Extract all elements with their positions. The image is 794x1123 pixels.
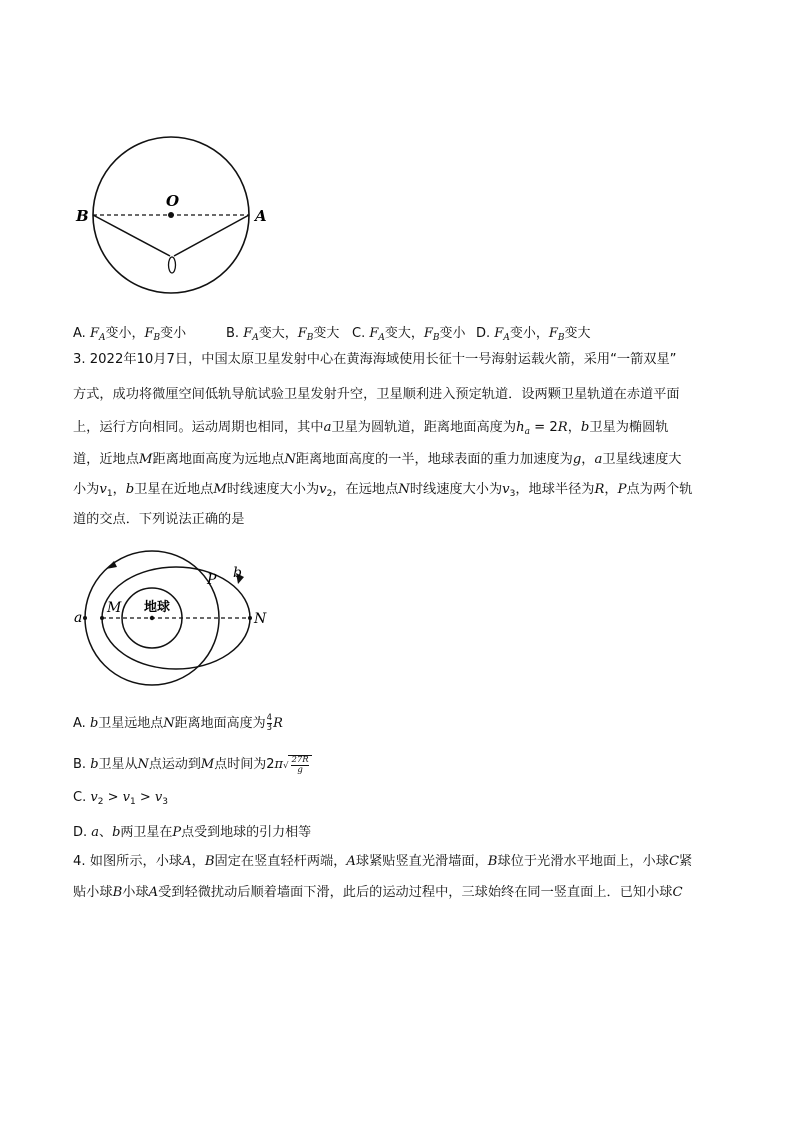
q2-option-a[interactable]: A. $F_A$变小，$F_B$变小 <box>73 326 187 343</box>
point-M <box>100 616 104 620</box>
q3-line-3: 上，运行方向相同。运动周期也相同，其中a卫星为圆轨道，距离地面高度为$h_a = 2R$，b卫星为椭圆轨 <box>73 420 669 437</box>
q4-line-2: 贴小球B小球A受到轻微扰动后顺着墙面下滑，此后的运动过程中，三球始终在同一竖直面上．已知小球C <box>73 885 683 900</box>
fraction-4-3: $\frac{4}{3}$ <box>266 713 273 733</box>
q3-line-5: 小为$v_1$，b卫星在近地点M时线速度大小为$v_2$，在远地点N时线速度大小为$v_3$，地球半径为R，P点为两个轨 <box>73 482 693 499</box>
q2-option-b[interactable]: B. $F_A$变大，$F_B$变大 <box>226 326 340 343</box>
q3-option-d[interactable]: D. a、b两卫星在P点受到地球的引力相等 <box>73 825 312 840</box>
label-earth: 地球 <box>144 600 171 615</box>
label-A: A <box>255 207 267 225</box>
q3-option-a[interactable]: A. b卫星远地点N距离地面高度为 $\frac{4}{3}$ R <box>73 713 283 733</box>
sqrt-expression: √ $\frac{27R}{g}$ <box>283 755 312 775</box>
label-N: N <box>254 611 267 627</box>
q3-line-1: 3. 2022年10月7日，中国太原卫星发射中心在黄海海域使用长征十一号海射运载火箭，采用“一箭双星” <box>73 352 677 367</box>
ring-object <box>169 257 176 273</box>
label-O: O <box>166 192 180 210</box>
label-B: B <box>76 207 89 225</box>
label-M: M <box>107 600 122 616</box>
q3-option-c[interactable]: C. $v_2 > v_1 > v_3$ <box>73 790 168 807</box>
q3-line-6: 道的交点．下列说法正确的是 <box>73 512 245 527</box>
q2-option-d[interactable]: D. $F_A$变小，$F_B$变大 <box>476 326 591 343</box>
q3-line-2: 方式，成功将微厘空间低轨导航试验卫星发射升空，卫星顺利进入预定轨道．设两颗卫星轨道在赤道平面 <box>73 387 680 402</box>
figure-orbits <box>70 548 290 698</box>
point-N <box>248 616 252 620</box>
q2-option-c[interactable]: C. $F_A$变大，$F_B$变小 <box>352 326 466 343</box>
q3-option-b[interactable]: B. b卫星从N点运动到M点时间为2π√ $\frac{27R}{g}$ <box>73 753 312 775</box>
center-point-O <box>168 212 174 218</box>
q3-line-4: 道，近地点M距离地面高度为远地点N距离地面高度的一半，地球表面的重力加速度为g，a卫星线速度大 <box>73 452 682 467</box>
earth-center-point <box>150 616 154 620</box>
label-a: a <box>74 610 83 626</box>
left-point-a <box>83 616 87 620</box>
label-b: b <box>233 565 242 581</box>
rope-left <box>93 215 170 256</box>
figure-circle-rod <box>72 132 282 307</box>
q4-line-1: 4. 如图所示，小球A，B固定在竖直轻杆两端，A球紧贴竖直光滑墙面，B球位于光滑水平地面上，小球C紧 <box>73 854 693 869</box>
label-P: P <box>207 572 217 588</box>
rope-right <box>174 215 249 256</box>
